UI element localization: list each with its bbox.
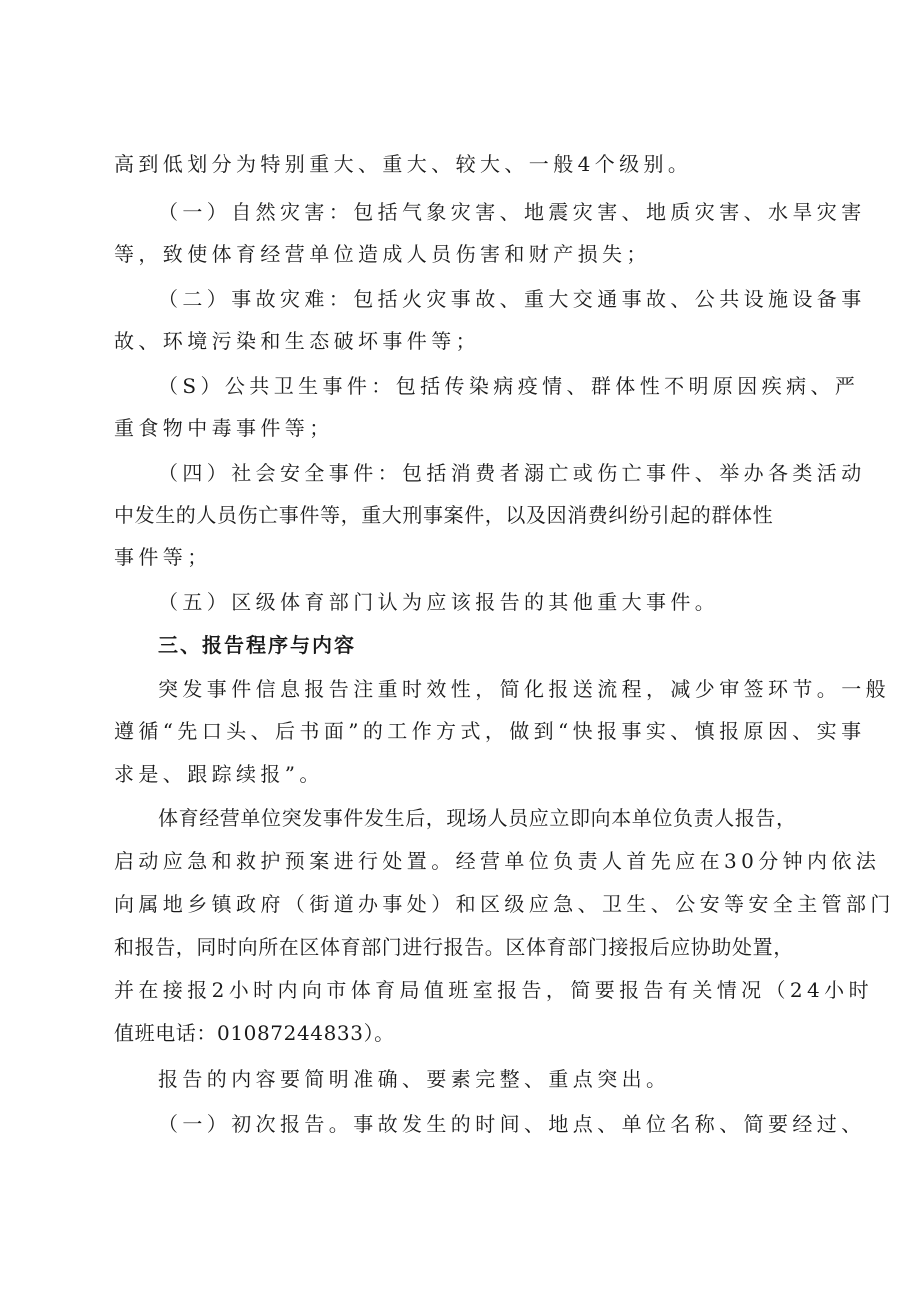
paragraph-line: 报告的内容要简明准确、要素完整、重点突出。 bbox=[158, 1067, 671, 1091]
paragraph-line: 高到低划分为特别重大、重大、较大、一般4个级别。 bbox=[114, 152, 693, 176]
paragraph-line: 和报告，同时向所在区体育部门进行报告。区体育部门接报后应协助处置， bbox=[114, 935, 794, 959]
paragraph-line: 值班电话：01087244833）。 bbox=[114, 1021, 395, 1045]
paragraph-line: 体育经营单位突发事件发生后，现场人员应立即向本单位负责人报告， bbox=[158, 806, 797, 830]
paragraph-line: （S）公共卫生事件：包括传染病疫情、群体性不明原因疾病、严 bbox=[158, 374, 860, 398]
paragraph-line: （五）区级体育部门认为应该报告的其他重大事件。 bbox=[158, 590, 720, 614]
paragraph-line: 并在接报2小时内向市体育局值班室报告，简要报告有关情况（24小时 bbox=[114, 978, 873, 1002]
paragraph-line: （一）自然灾害：包括气象灾害、地震灾害、地质灾害、水旱灾害 bbox=[158, 200, 866, 224]
paragraph-line: （一）初次报告。事故发生的时间、地点、单位名称、简要经过、 bbox=[158, 1112, 866, 1136]
paragraph-line: 事件等； bbox=[114, 545, 212, 569]
paragraph-line: 突发事件信息报告注重时效性，简化报送流程，减少审签环节。一般 bbox=[158, 677, 890, 701]
section-heading: 三、报告程序与内容 bbox=[158, 633, 356, 657]
paragraph-line: 遵循“先口头、后书面”的工作方式，做到“快报事实、慎报原因、实事 bbox=[114, 719, 866, 743]
paragraph-line: （二）事故灾难：包括火灾事故、重大交通事故、公共设施设备事 bbox=[158, 287, 866, 311]
paragraph-line: 启动应急和救护预案进行处置。经营单位负责人首先应在30分钟内依法 bbox=[114, 849, 881, 873]
paragraph-line: （四）社会安全事件：包括消费者溺亡或伤亡事件、举办各类活动 bbox=[158, 461, 866, 485]
paragraph-line: 中发生的人员伤亡事件等，重大刑事案件，以及因消费纠纷引起的群体性 bbox=[114, 503, 774, 527]
paragraph-line: 故、环境污染和生态破坏事件等； bbox=[114, 329, 480, 353]
paragraph-line: 等，致使体育经营单位造成人员伤害和财产损失； bbox=[114, 242, 651, 266]
paragraph-line: 向属地乡镇政府（街道办事处）和区级应急、卫生、公安等安全主管部门 bbox=[114, 892, 895, 916]
paragraph-line: 重食物中毒事件等； bbox=[114, 416, 334, 440]
paragraph-line: 求是、跟踪续报”。 bbox=[114, 762, 324, 786]
